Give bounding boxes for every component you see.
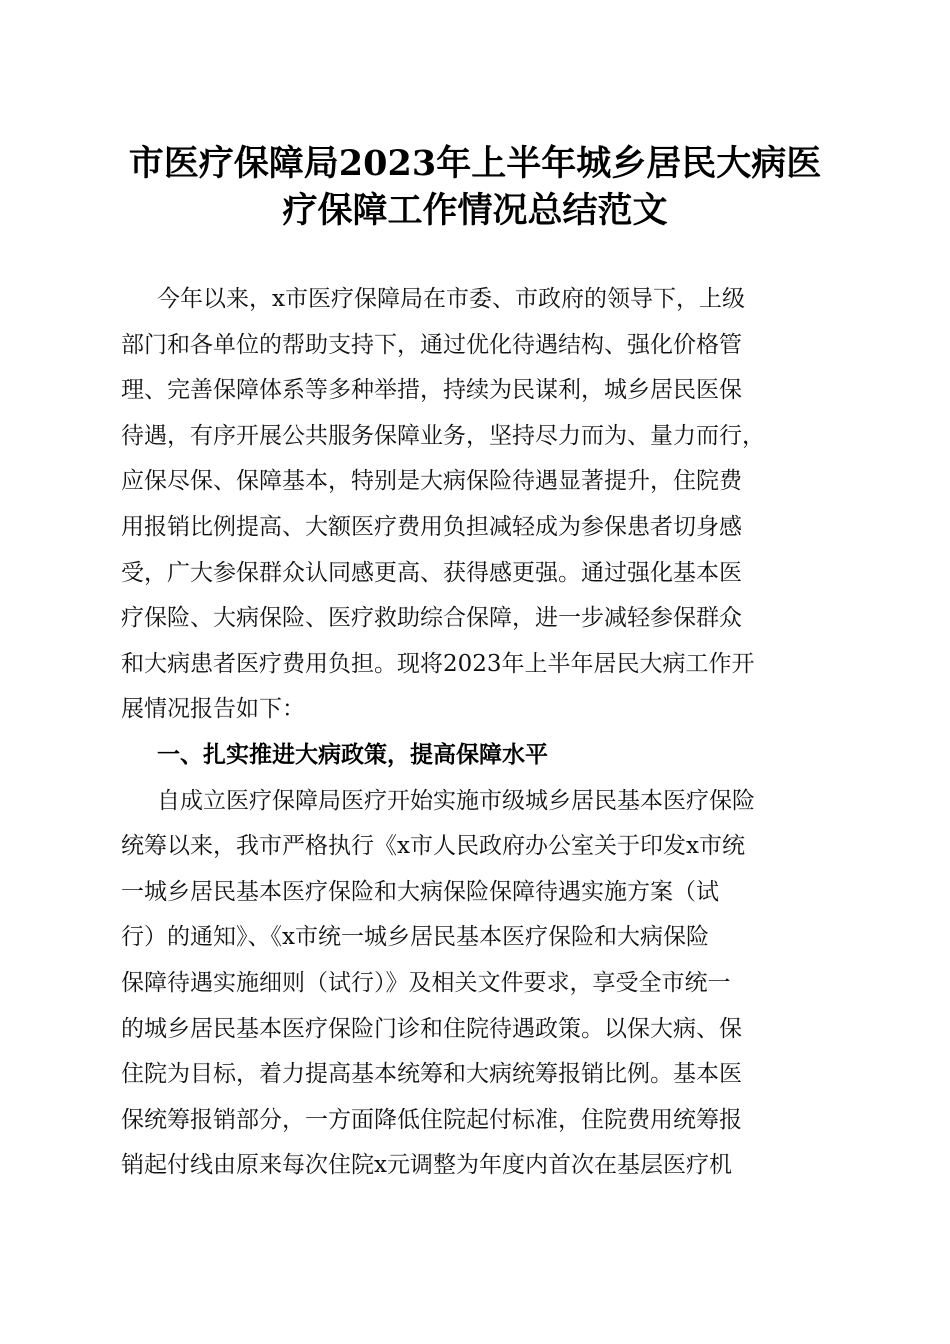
- title-line: 疗保障工作情况总结范文: [282, 190, 668, 231]
- paragraph-line: 统筹以来，我市严格执行《x市人民政府办公室关于印发x市统: [121, 833, 745, 860]
- paragraph-line: 一城乡居民基本医疗保险和大病保险保障待遇实施方案（试: [121, 878, 719, 905]
- paragraph-line: 销起付线由原来每次住院x元调整为年度内首次在基层医疗机: [121, 1152, 732, 1179]
- paragraph-line: 行）的通知》、《x市统一城乡居民基本医疗保险和大病保险: [121, 924, 709, 951]
- paragraph-line: 用报销比例提高、大额医疗费用负担减轻成为参保患者切身感: [121, 513, 742, 540]
- paragraph-section1: [121, 779, 831, 1189]
- paragraph-line: 自成立医疗保障局医疗开始实施市级城乡居民基本医疗保险: [157, 787, 755, 814]
- paragraph-line: 的城乡居民基本医疗保险门诊和住院待遇政策。以保大病、保: [121, 1015, 742, 1042]
- paragraph-line: 受，广大参保群众认同感更高、获得感更强。通过强化基本医: [121, 559, 742, 586]
- paragraph-line: 应保尽保、保障基本，特别是大病保险待遇显著提升，住院费: [121, 468, 742, 495]
- paragraph-line: 今年以来，x市医疗保障局在市委、市政府的领导下，上级: [157, 286, 745, 312]
- paragraph-line: 和大病患者医疗费用负担。现将2023年上半年居民大病工作开: [121, 650, 755, 677]
- paragraph-line: 保统筹报销部分，一方面降低住院起付标准，住院费用统筹报: [121, 1106, 742, 1133]
- paragraph-line: 待遇，有序开展公共服务保障业务，坚持尽力而为、量力而行，: [121, 422, 765, 449]
- section-heading: 一、扎实推进大病政策，提高保障水平: [157, 741, 548, 768]
- paragraph-intro: [121, 277, 831, 733]
- paragraph-line: 理、完善保障体系等多种举措，持续为民谋利，城乡居民医保: [121, 377, 742, 404]
- document-body: [121, 277, 831, 1189]
- paragraph-line: 保障待遇实施细则（试行）》及相关文件要求，享受全市统一: [121, 969, 731, 996]
- paragraph-line: 疗保险、大病保险、医疗救助综合保障，进一步减轻参保群众: [121, 605, 742, 632]
- paragraph-line: 展情况报告如下：: [121, 696, 305, 723]
- paragraph-line: 部门和各单位的帮助支持下，通过优化待遇结构、强化价格管: [121, 331, 742, 358]
- title-line: 市医疗保障局2023年上半年城乡居民大病医: [128, 143, 822, 184]
- paragraph-line: 住院为目标，着力提高基本统筹和大病统筹报销比例。基本医: [121, 1061, 742, 1088]
- document-title: [100, 140, 850, 234]
